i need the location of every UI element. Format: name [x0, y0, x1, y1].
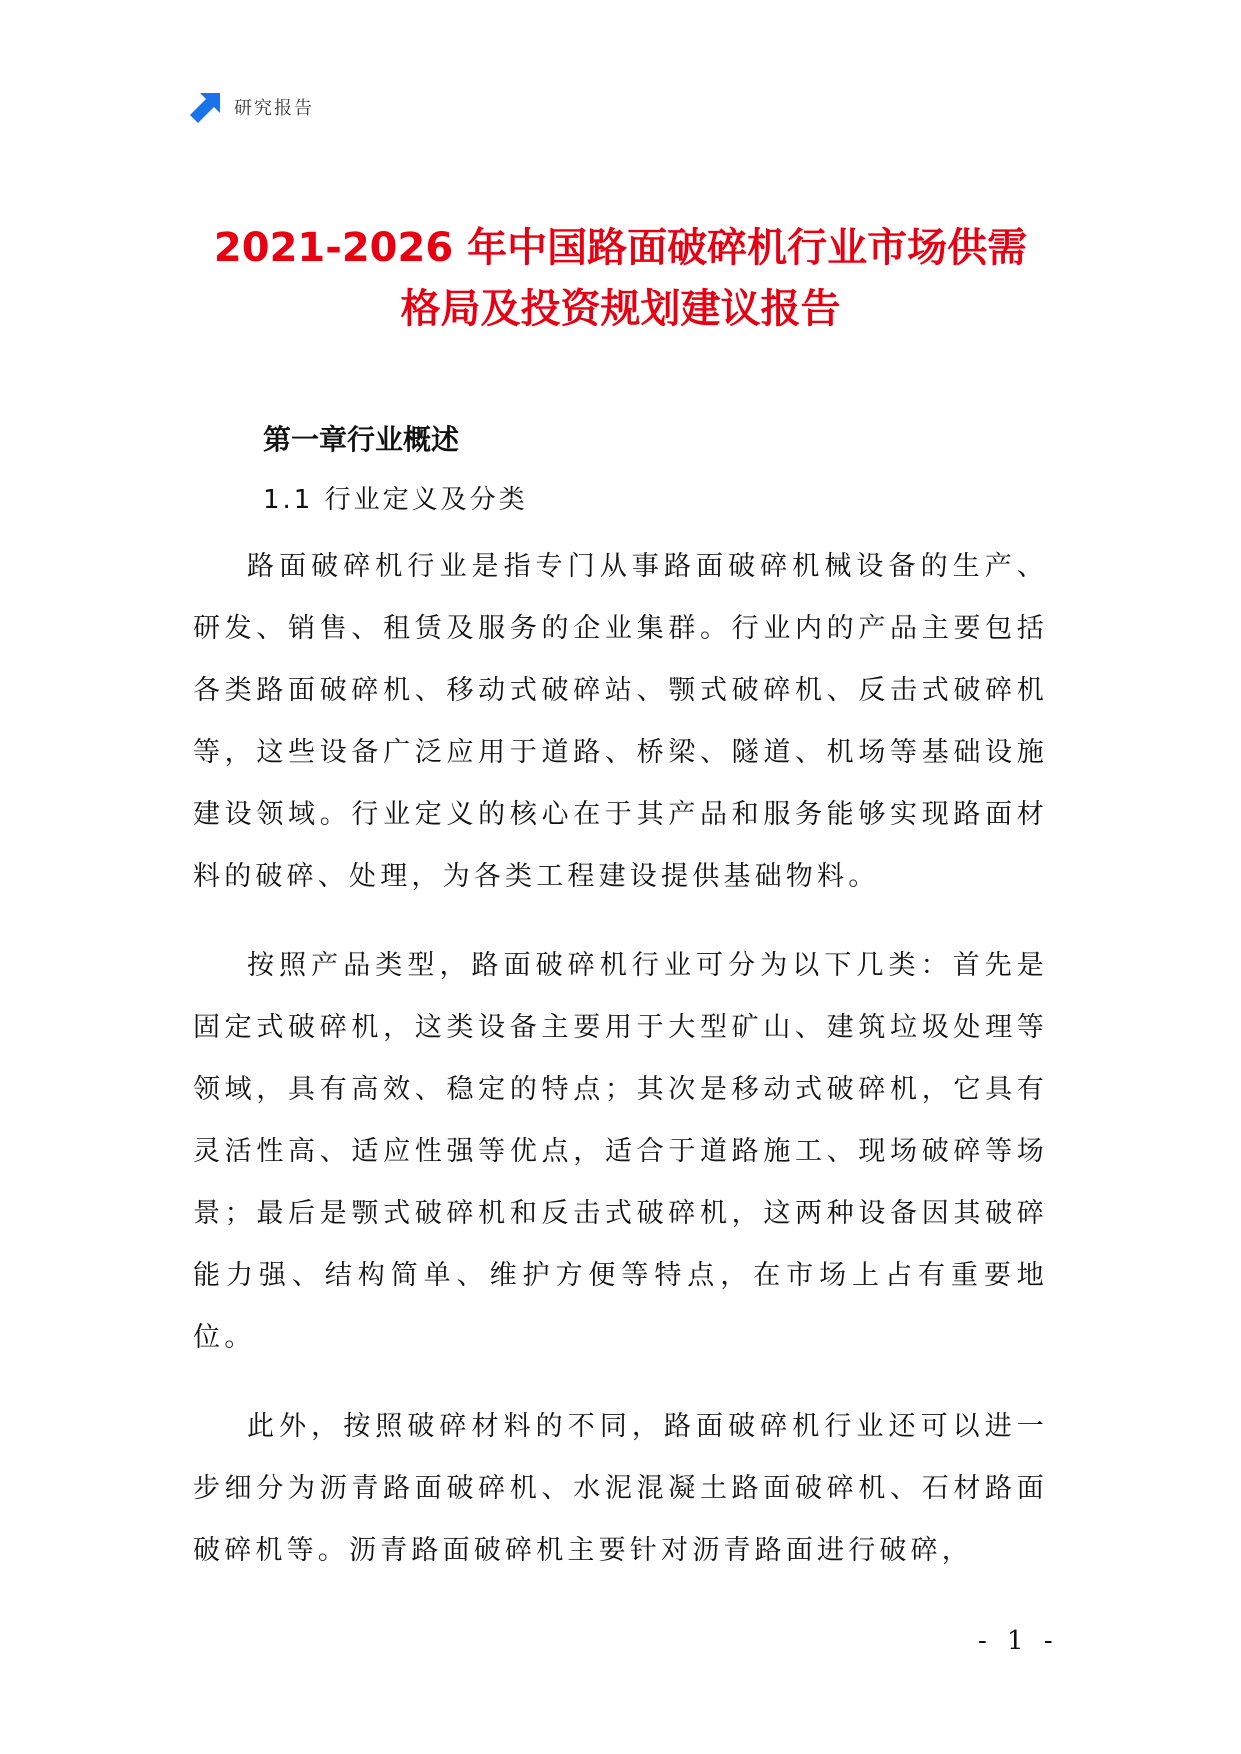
paragraph: 路面破碎机行业是指专门从事路面破碎机械设备的生产、研发、销售、租赁及服务的企业集群。行业内的产品主要包括各类路面破碎机、移动式破碎站、颚式破碎机、反击式破碎机等，这些设备广泛应用于道路、桥梁、隧道、机场等基础设施建设领域。行业定义的核心在于其产品和服务能够实现路面材料的破碎、处理，为各类工程建设提供基础物料。: [193, 551, 1048, 892]
header-label: 研究报告: [234, 98, 314, 119]
paragraph: 按照产品类型，路面破碎机行业可分为以下几类：首先是固定式破碎机，这类设备主要用于大型矿山、建筑垃圾处理等领域，具有高效、稳定的特点；其次是移动式破碎机，它具有灵活性高、适应性强等优点，适合于道路施工、现场破碎等场景；最后是颚式破碎机和反击式破碎机，这两种设备因其破碎能力强、结构简单、维护方便等特点，在市场上占有重要地位。: [193, 950, 1048, 1353]
report-header: [190, 90, 314, 124]
arrow-up-right-icon: [190, 91, 222, 123]
section-heading: 1.1 行业定义及分类: [263, 485, 528, 515]
report-title: [150, 218, 1091, 340]
paragraph: 此外，按照破碎材料的不同，路面破碎机行业还可以进一步细分为沥青路面破碎机、水泥混凝土路面破碎机、石材路面破碎机等。沥青路面破碎机主要针对沥青路面进行破碎，: [193, 1411, 1048, 1566]
title-line-1: 2021-2026 年中国路面破碎机行业市场供需: [213, 225, 1028, 271]
title-line-2: 格局及投资规划建议报告: [400, 286, 841, 332]
page-number: - 1 -: [978, 1626, 1059, 1656]
report-body: [193, 420, 1048, 1609]
chapter-heading: 第一章行业概述: [263, 423, 460, 456]
